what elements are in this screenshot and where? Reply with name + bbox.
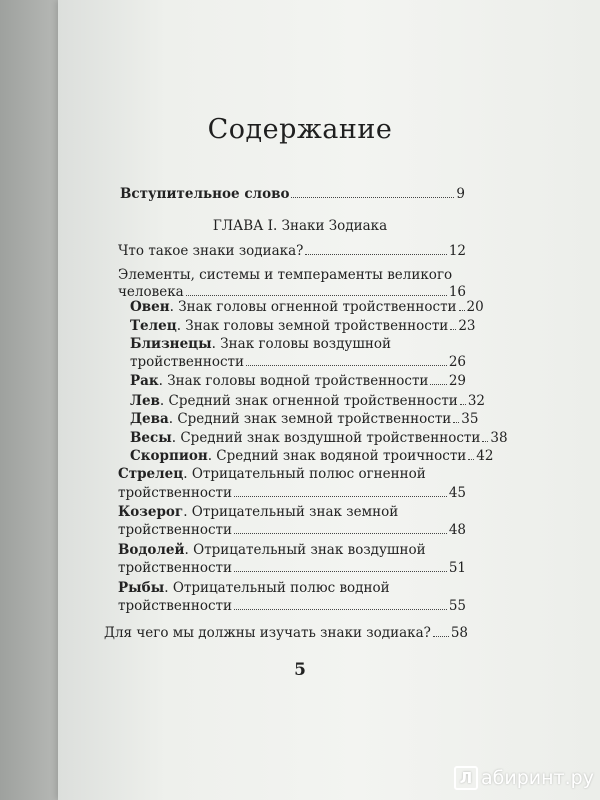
- toc-leader: [460, 404, 466, 405]
- toc-entry: [104, 625, 468, 642]
- toc-entry-text: Для чего мы должны изучать знаки зодиака?: [104, 625, 431, 641]
- toc-entry-text: . Отрицательный знак земной: [183, 504, 399, 520]
- toc-entry-first-line: [118, 542, 426, 558]
- toc-leader: [305, 254, 446, 255]
- toc-leader: [186, 295, 447, 296]
- toc-leader: [234, 571, 447, 572]
- toc-entry-bold: Водолей: [118, 542, 185, 558]
- toc-entry: [120, 186, 465, 203]
- labirint-logo-icon: Л: [454, 766, 478, 790]
- toc-page-number: 26: [448, 354, 466, 370]
- toc-entry-bold: Рыбы: [118, 580, 165, 596]
- toc-entry-first-line: [118, 466, 426, 482]
- toc-page-number: 9: [456, 186, 465, 202]
- toc-entry-text: . Отрицательный полюс водной: [164, 580, 390, 596]
- toc-leader: [246, 365, 447, 366]
- toc-leader: [433, 636, 449, 637]
- toc-entry-bold: Лев: [130, 393, 160, 409]
- toc-entry-text: . Знак головы воздушной: [211, 336, 392, 352]
- toc-page-number: 48: [448, 522, 466, 538]
- toc-entry-text: . Отрицательный знак воздушной: [184, 542, 426, 558]
- toc-page-number: 12: [448, 243, 466, 259]
- toc-entry: [118, 522, 466, 539]
- toc-entry-text: . Средний знак воздушной тройственности: [171, 430, 481, 446]
- toc-entry-continuation: тройственности: [130, 354, 245, 370]
- toc-entry-bold: Телец: [130, 318, 177, 334]
- toc-entry: [130, 393, 485, 410]
- toc-leader: [291, 197, 454, 198]
- toc-entry-text: Что такое знаки зодиака?: [118, 243, 304, 259]
- toc-entry-first-line: [130, 336, 391, 352]
- toc-entry-text: . Средний знак водяной троичности: [207, 448, 467, 464]
- toc-leader: [234, 533, 447, 534]
- toc-entry-continuation: тройственности: [118, 598, 233, 614]
- watermark-text: абиринт.ру: [481, 767, 594, 789]
- toc-entry-text: . Средний знак земной тройственности: [168, 411, 452, 427]
- toc-entry-bold: Вступительное слово: [120, 186, 290, 202]
- toc-entry-text: . Отрицательный полюс огненной: [183, 466, 426, 482]
- toc-entry-bold: Дева: [130, 411, 169, 427]
- toc-entry-bold: Стрелец: [118, 466, 184, 482]
- toc-page-number: 55: [448, 598, 466, 614]
- toc-entry-text: . Средний знак огненной тройственности: [159, 393, 458, 409]
- chapter-heading: ГЛАВА I. Знаки Зодиака: [212, 218, 388, 234]
- toc-page-number: 20: [466, 299, 484, 315]
- toc-page-number: 45: [448, 485, 466, 501]
- toc-entry: [130, 318, 476, 335]
- toc-entry-first-line: [118, 504, 398, 520]
- toc-entry: [118, 560, 466, 577]
- toc-leader: [482, 441, 488, 442]
- toc-page-number: 16: [448, 284, 466, 300]
- toc-entry: [130, 411, 479, 428]
- toc-entry: [130, 448, 494, 465]
- toc-entry-first-line: [118, 580, 390, 596]
- toc-entry-continuation: тройственности: [118, 560, 233, 576]
- toc-page-number: 42: [476, 448, 494, 464]
- toc-entry-text: Элементы, системы и темпераменты великого: [118, 267, 453, 283]
- toc-entry-text: . Знак головы водной тройственности: [158, 373, 429, 389]
- toc-page-number: 23: [458, 318, 476, 334]
- toc-page-number: 35: [461, 411, 479, 427]
- toc-entry-continuation: тройственности: [118, 522, 233, 538]
- toc-entry: [118, 243, 466, 260]
- toc-entry-continuation: человека: [118, 284, 184, 300]
- toc-leader: [234, 609, 447, 610]
- toc-entry-bold: Скорпион: [130, 448, 208, 464]
- toc-page-number: 51: [448, 560, 466, 576]
- toc-page-number: 58: [450, 625, 468, 641]
- toc-entry-text: . Знак головы земной тройственности: [176, 318, 449, 334]
- toc-entry: [118, 598, 466, 615]
- toc-entry-bold: Козерог: [118, 504, 184, 520]
- toc-leader: [234, 496, 447, 497]
- toc-entry-bold: Овен: [130, 299, 170, 315]
- toc-entry: [130, 354, 466, 371]
- toc-page-number: 29: [448, 373, 466, 389]
- toc-entry-continuation: тройственности: [118, 485, 233, 501]
- toc-entry-text: . Знак головы огненной тройственности: [169, 299, 457, 315]
- toc-entry-bold: Близнецы: [130, 336, 212, 352]
- page-title: Содержание: [207, 114, 393, 145]
- toc-leader: [450, 329, 456, 330]
- toc-leader: [430, 384, 446, 385]
- toc-entry: [118, 485, 466, 502]
- toc-entry: [130, 373, 466, 390]
- toc-entry: [130, 430, 508, 447]
- toc-leader: [459, 310, 465, 311]
- toc-entry-bold: Весы: [130, 430, 172, 446]
- toc-entry-bold: Рак: [130, 373, 159, 389]
- page-number: 5: [294, 660, 306, 680]
- toc-page-number: 38: [490, 430, 508, 446]
- toc-entry: [130, 299, 484, 316]
- watermark-logo: [454, 766, 594, 790]
- toc-page-number: 32: [467, 393, 485, 409]
- toc-leader: [453, 422, 459, 423]
- toc-leader: [468, 459, 474, 460]
